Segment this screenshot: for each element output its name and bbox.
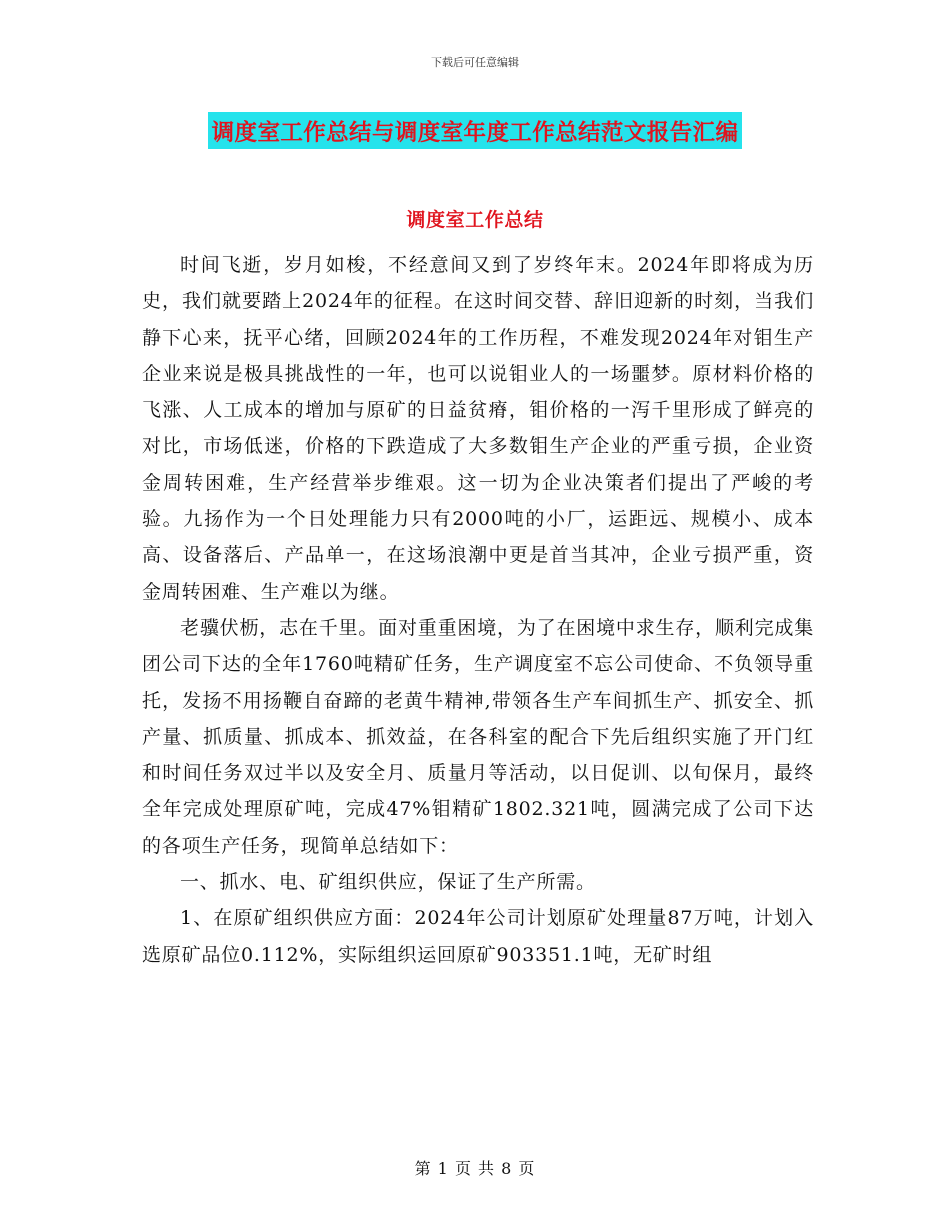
paragraph-item-1: 1、在原矿组织供应方面：2024年公司计划原矿处理量87万吨，计划入选原矿品位0.112%，实际组织运回原矿903351.1吨，无矿时组 [142,907,814,966]
paragraph-heading-1: 一、抓水、电、矿组织供应，保证了生产所需。 [180,871,596,894]
paragraph-overview: 老骥伏枥，志在千里。面对重重困境，为了在困境中求生存，顺利完成集团公司下达的全年1760吨精矿任务，生产调度室不忘公司使命、不负领导重托，发扬不用扬鞭自奋蹄的老黄牛精神,带领各生产车间抓生产、抓安全、抓产量、抓质量、抓成本、抓效益，在各科室的配合下先后组织实施了开门红和时间任务双过半以及安全月、质量月等活动，以日促训、以旬保月，最终全年完成处理原矿吨，完成47%钼精矿1802.321吨，圆满完成了公司下达的各项生产任务，现简单总结如下： [142,616,814,857]
main-title: 调度室工作总结与调度室年度工作总结范文报告汇编 [208,112,743,149]
section-title: 调度室工作总结 [406,209,544,231]
main-title-wrap [0,112,950,149]
paragraph-intro: 时间飞逝，岁月如梭，不经意间又到了岁终年末。2024年即将成为历史，我们就要踏上2024年的征程。在这时间交替、辞旧迎新的时刻，当我们静下心来，抚平心绪，回顾2024年的工作历程，不难发现2024年对钼生产企业来说是极具挑战性的一年，也可以说钼业人的一场噩梦。原材料价格的飞涨、人工成本的增加与原矿的日益贫瘠，钼价格的一泻千里形成了鲜亮的对比，市场低迷，价格的下跌造成了大多数钼生产企业的严重亏损，企业资金周转困难，生产经营举步维艰。这一切为企业决策者们提出了严峻的考验。九扬作为一个日处理能力只有2000吨的小厂，运距远、规模小、成本高、设备落后、产品单一，在这场浪潮中更是首当其冲，企业亏损严重，资金周转困难、生产难以为继。 [142,254,814,603]
header-note: 下载后可任意编辑 [431,56,519,69]
page-footer: 第 1 页 共 8 页 [414,1159,536,1178]
document-body [142,247,814,973]
